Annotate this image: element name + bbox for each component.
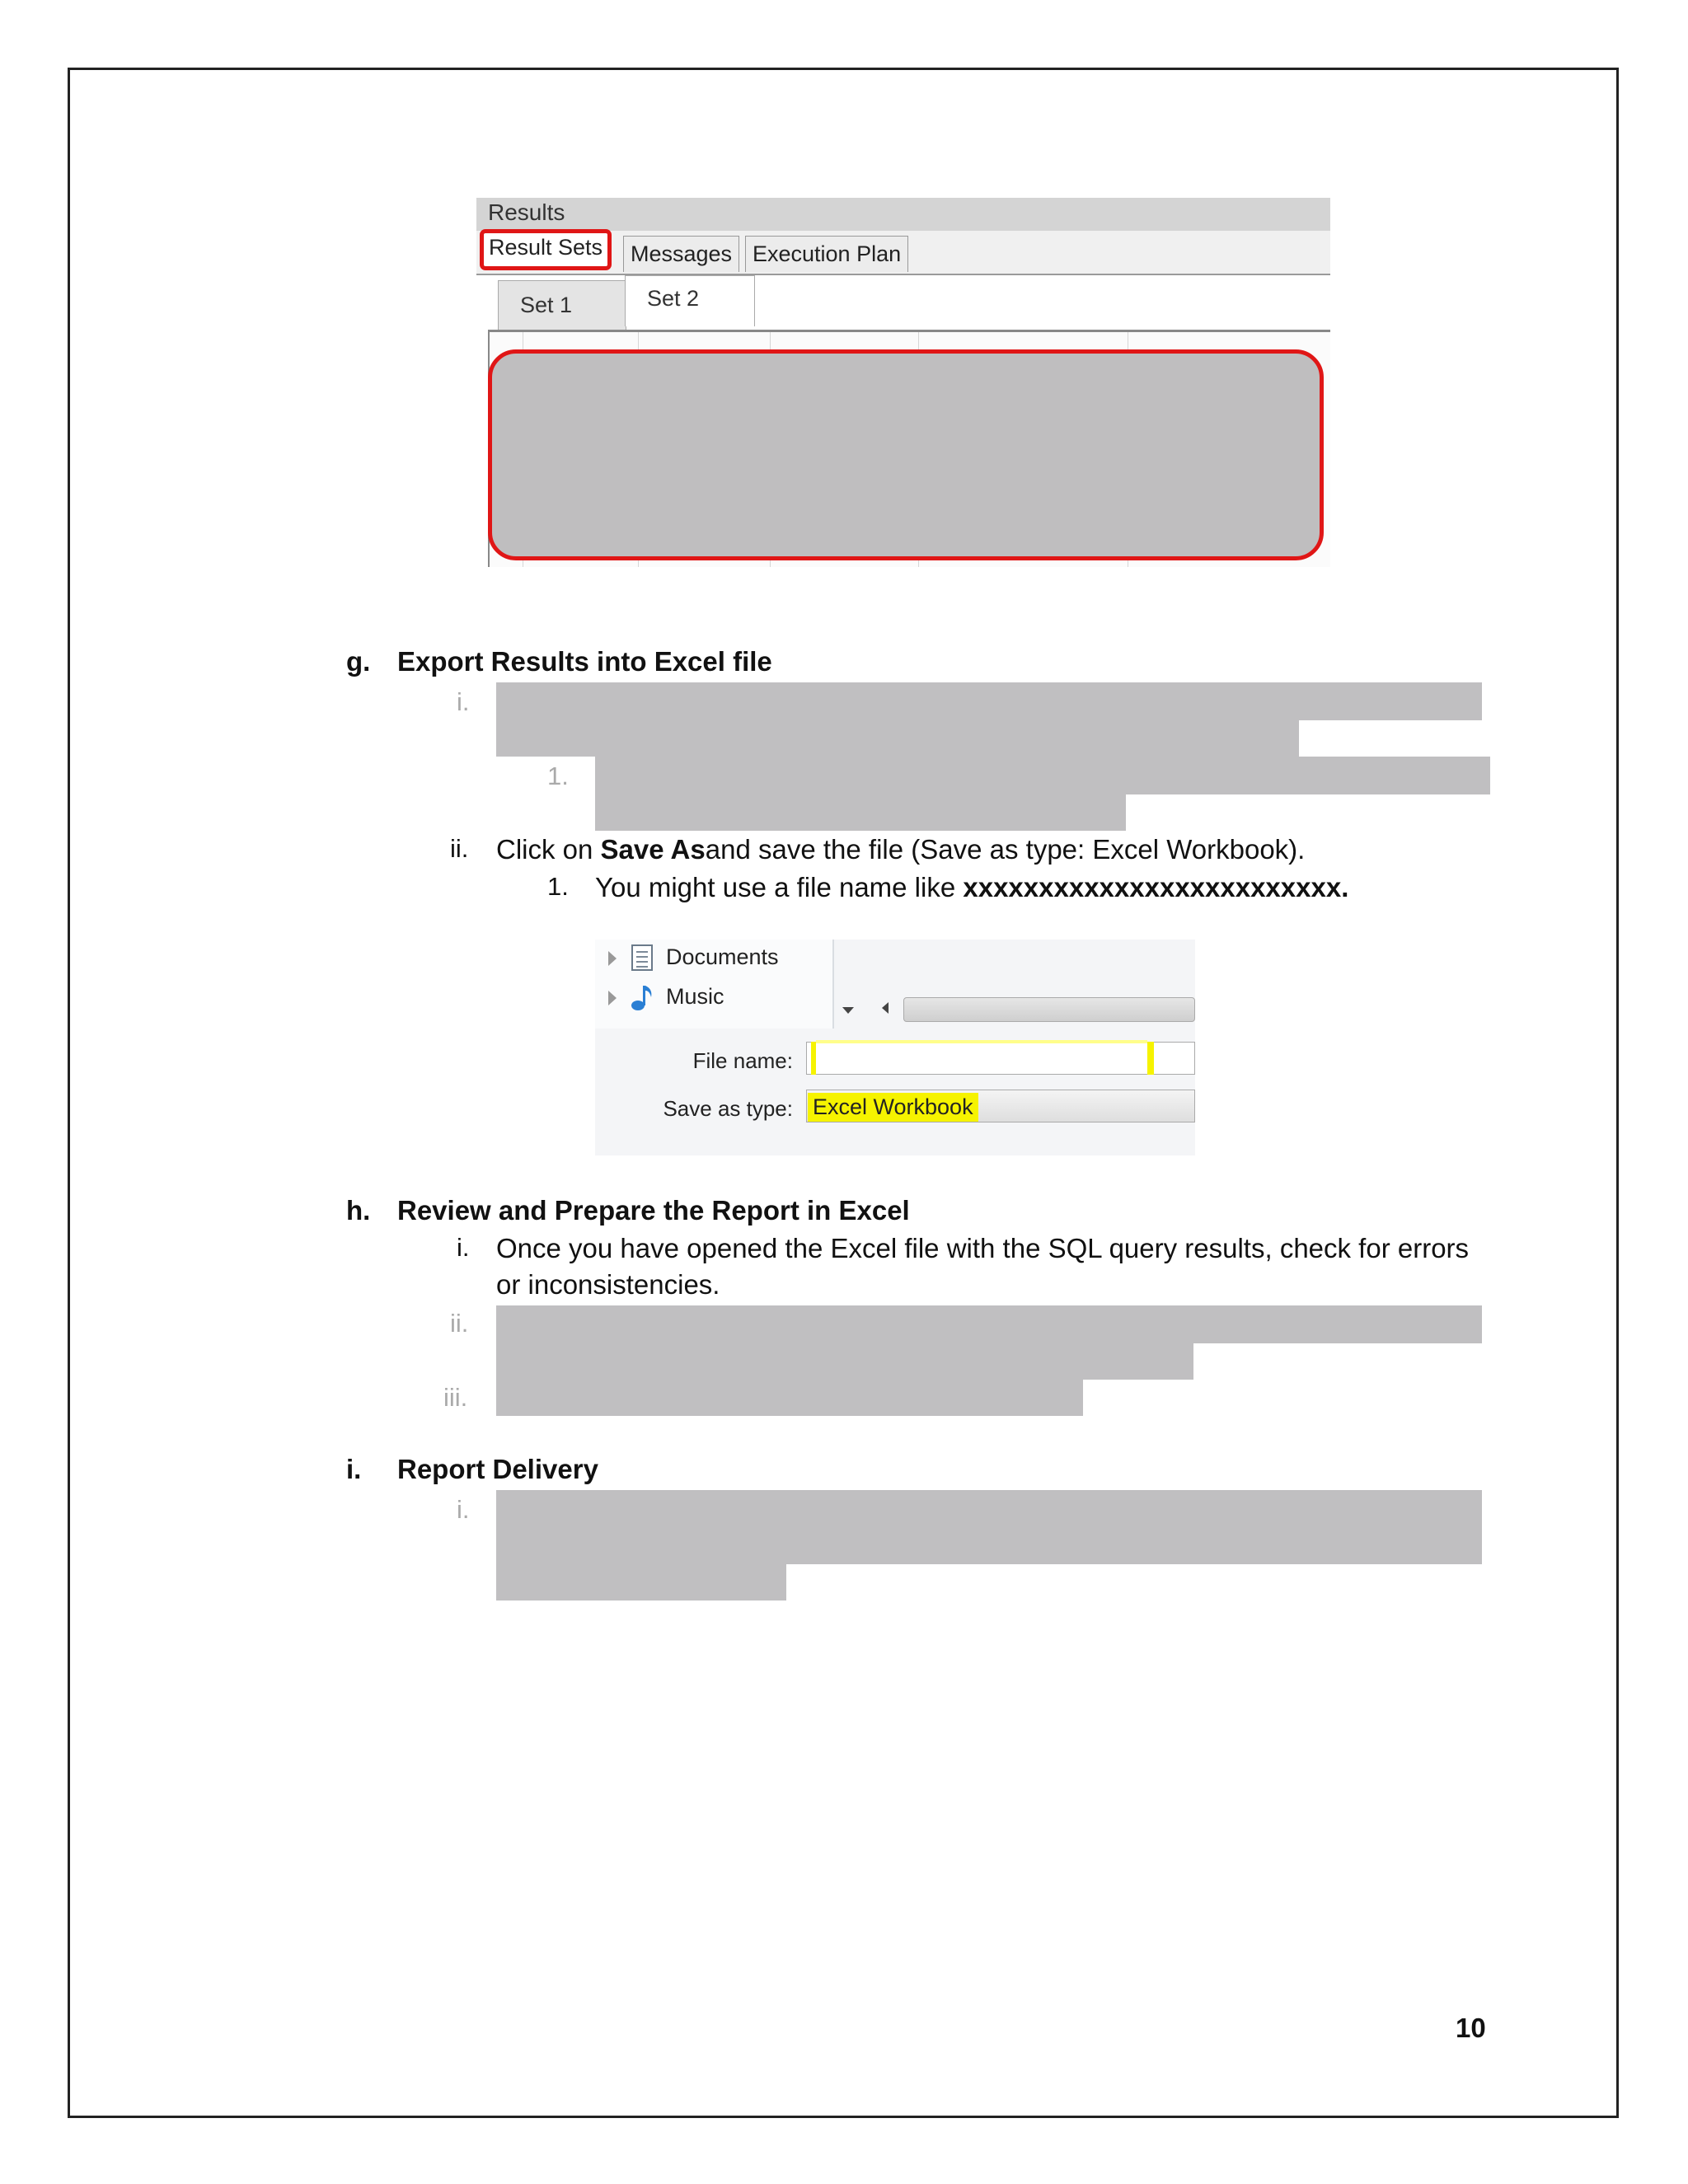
section-g-title: Export Results into Excel file [397, 646, 772, 677]
redacted-text [595, 757, 1490, 794]
tab-execution-plan[interactable]: Execution Plan [745, 236, 908, 272]
save-as-dialog-screenshot [595, 940, 1195, 1155]
h-item-i-line1: Once you have opened the Excel file with the SQL query results, check for errors [496, 1233, 1470, 1263]
example-file-name: xxxxxxxxxxxxxxxxxxxxxxxxx. [963, 872, 1349, 902]
redacted-text [496, 1378, 1083, 1416]
section-g-marker: g. [346, 646, 371, 677]
g-item-ii-marker: ii. [450, 834, 469, 863]
section-i-marker: i. [346, 1454, 362, 1484]
g-item-ii-sub-text: You might use a file name like xxxxxxxxxxxxxxxxxxxxxxxxx. [595, 872, 1349, 902]
results-header [476, 198, 1330, 231]
h-item-i-line2: or inconsistencies. [496, 1269, 720, 1300]
section-i-title: Report Delivery [397, 1454, 598, 1484]
redacted-text [496, 719, 1299, 757]
tree-divider [832, 940, 834, 1029]
tab-messages[interactable]: Messages [623, 236, 739, 272]
music-note-icon [630, 982, 654, 1012]
g-item-i-sub-marker: 1. [547, 762, 569, 790]
folder-tree: Documents Music [595, 940, 832, 1029]
save-as-type-label: Save as type: [663, 1096, 793, 1121]
page-number: 10 [1456, 2013, 1486, 2043]
subtab-set-1[interactable]: Set 1 [498, 280, 626, 331]
g-item-ii-text: Click on Save Asand save the file (Save as type: Excel Workbook). [496, 834, 1306, 865]
expand-arrow-icon[interactable] [608, 991, 617, 1005]
redacted-text [595, 793, 1126, 831]
redacted-text [496, 1490, 1482, 1564]
h-item-iii-marker: iii. [443, 1383, 468, 1412]
i-item-i-marker: i. [457, 1495, 470, 1524]
document-icon [631, 944, 653, 971]
section-h-title: Review and Prepare the Report in Excel [397, 1195, 910, 1226]
h-item-ii-marker: ii. [450, 1309, 469, 1338]
g-item-i-marker: i. [457, 687, 470, 716]
results-title: Results [488, 199, 565, 225]
file-name-input[interactable] [806, 1042, 1195, 1075]
tab-result-sets[interactable]: Result Sets [480, 229, 612, 270]
scroll-down-arrow-icon[interactable] [842, 1007, 854, 1014]
redacted-results-highlight [488, 349, 1324, 560]
scroll-left-arrow-icon[interactable] [882, 1002, 889, 1014]
g-item-ii-sub-marker: 1. [547, 872, 569, 901]
save-as-label: Save As [600, 834, 706, 865]
save-as-type-value: Excel Workbook [808, 1093, 978, 1122]
horizontal-scrollbar[interactable] [903, 997, 1195, 1022]
redacted-text [496, 1305, 1482, 1343]
redacted-text [496, 1563, 786, 1601]
redacted-text [496, 1342, 1193, 1380]
file-name-highlight [811, 1042, 816, 1075]
h-item-i-marker: i. [457, 1233, 470, 1262]
file-name-highlight [816, 1040, 1147, 1043]
section-h-marker: h. [346, 1195, 371, 1226]
redacted-text [496, 682, 1482, 720]
subtab-set-2[interactable]: Set 2 [625, 275, 755, 326]
file-name-highlight [1147, 1042, 1154, 1075]
expand-arrow-icon[interactable] [608, 951, 617, 966]
file-name-label: File name: [692, 1048, 793, 1073]
